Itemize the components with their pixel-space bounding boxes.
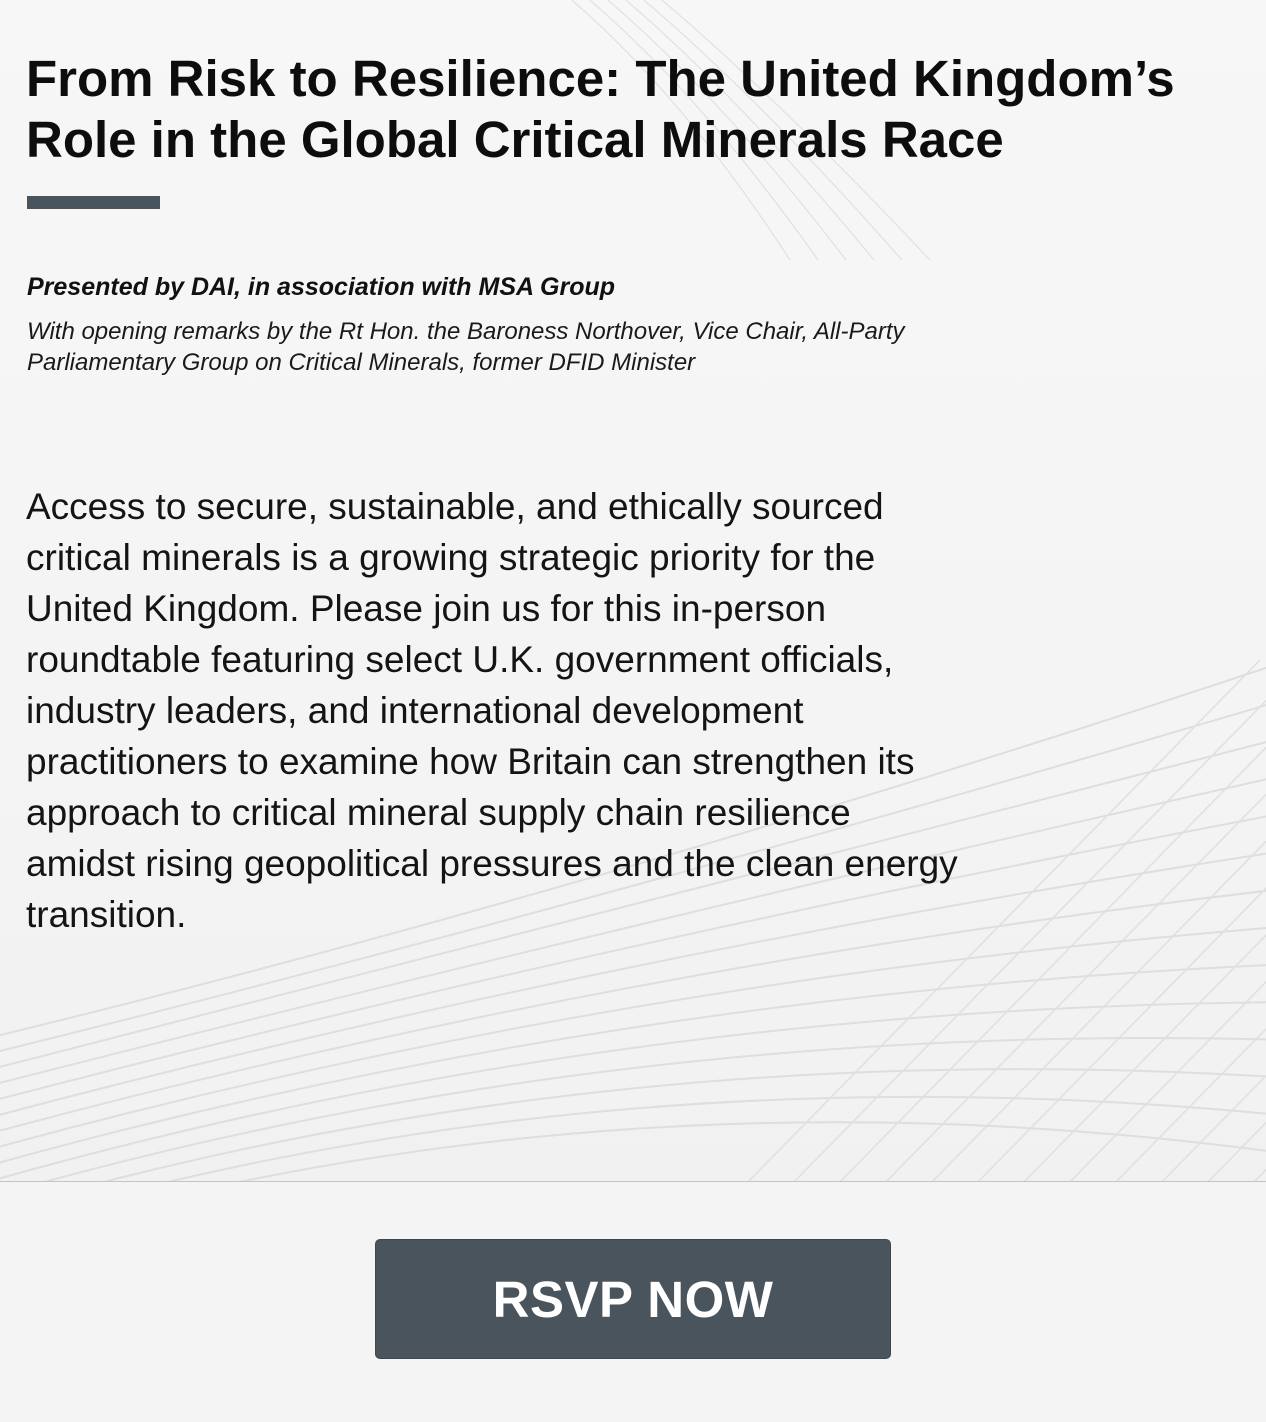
background-diagonal [1246, 660, 1266, 1182]
background-diagonal [1062, 660, 1266, 1182]
page-title: From Risk to Resilience: The United Kingdom’s Role in the Global Critical Minerals Race [26, 50, 1175, 168]
presented-by-text: Presented by DAI, in association with MSA Group [27, 273, 616, 301]
background-curve [0, 1122, 1266, 1182]
event-description: Access to secure, sustainable, and ethically sourced critical minerals is a growing strategic priority for the United Kingdom. Please join us for this in-person roundtable featuring select U.K. government officials, industry leaders, and international development practitioners to examine how Britain can strengthen its approach to critical mineral supply chain resilience amidst rising geopolitical pressures and the clean energy transition. [26, 486, 958, 935]
background-diagonal [970, 660, 1266, 1182]
background-curve [0, 1097, 1266, 1182]
background-curve [0, 1002, 1266, 1182]
background-curve [0, 1069, 1266, 1182]
opening-remarks-text: With opening remarks by the Rt Hon. the Baroness Northover, Vice Chair, All-Party Parliamentary Group on Critical Minerals, former DFID Minister [27, 318, 905, 376]
rsvp-button[interactable]: RSVP NOW [375, 1239, 891, 1359]
background-diagonal [1154, 660, 1266, 1182]
title-accent-bar [27, 196, 160, 209]
